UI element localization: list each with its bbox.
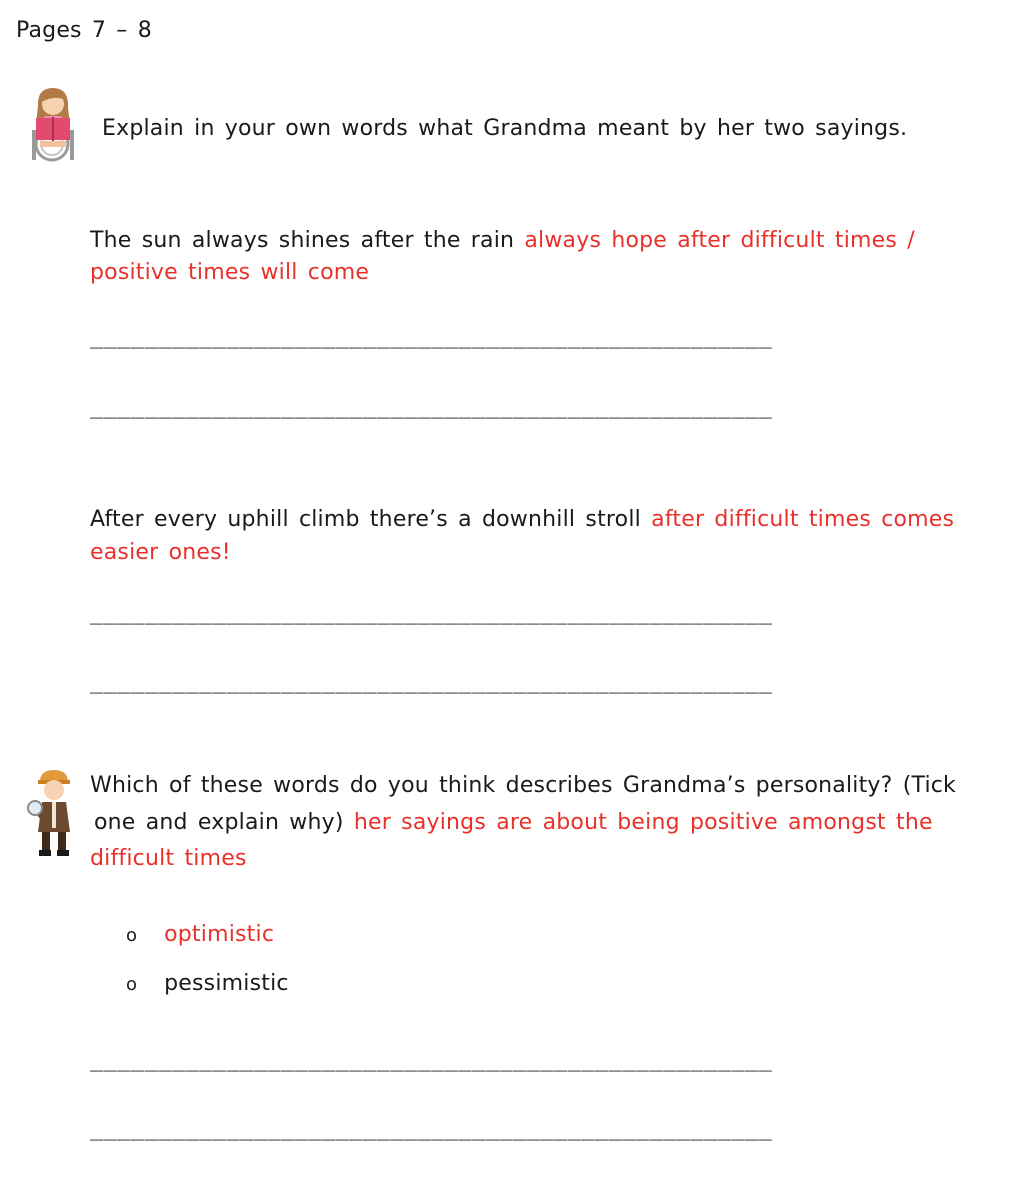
saying-2-text: After every uphill climb there’s a downhill stroll [90,507,641,532]
saying-1-text: The sun always shines after the rain [90,228,515,253]
question-2-line-2 [94,810,974,835]
question-1-prompt: Explain in your own words what Grandma meant by her two sayings. [102,116,908,141]
answer-line[interactable]: __________________________________________________ [90,669,773,694]
saying-2 [90,507,970,532]
question-2-answer-continued: difficult times [90,846,247,871]
page-range-header: Pages 7 – 8 [16,18,152,43]
answer-line[interactable]: __________________________________________________ [90,1047,773,1072]
saying-1-answer: always hope after difficult times / [524,228,915,253]
option-bullet[interactable]: o [126,925,138,946]
option-label: pessimistic [164,971,289,996]
answer-line[interactable]: __________________________________________________ [90,600,773,625]
option-pessimistic[interactable] [126,971,289,996]
saying-1-answer-continued: positive times will come [90,260,370,285]
question-2-prompt-line-1: Which of these words do you think describes Grandma’s personality? (Tick [90,773,956,798]
saying-2-answer: after difficult times comes [651,507,955,532]
saying-2-answer-continued: easier ones! [90,540,231,565]
girl-in-wheelchair-reading-icon [26,84,82,166]
answer-line[interactable]: __________________________________________________ [90,394,773,419]
answer-line[interactable]: __________________________________________________ [90,1116,773,1141]
question-2-prompt-line-2: one and explain why) [94,810,344,835]
option-optimistic[interactable] [126,922,274,947]
question-2-answer: her sayings are about being positive amongst the [353,810,933,835]
option-label: optimistic [164,922,275,947]
saying-1 [90,228,950,253]
option-bullet[interactable]: o [126,974,138,995]
detective-boy-magnifier-icon [26,768,76,860]
answer-line[interactable]: __________________________________________________ [90,324,773,349]
